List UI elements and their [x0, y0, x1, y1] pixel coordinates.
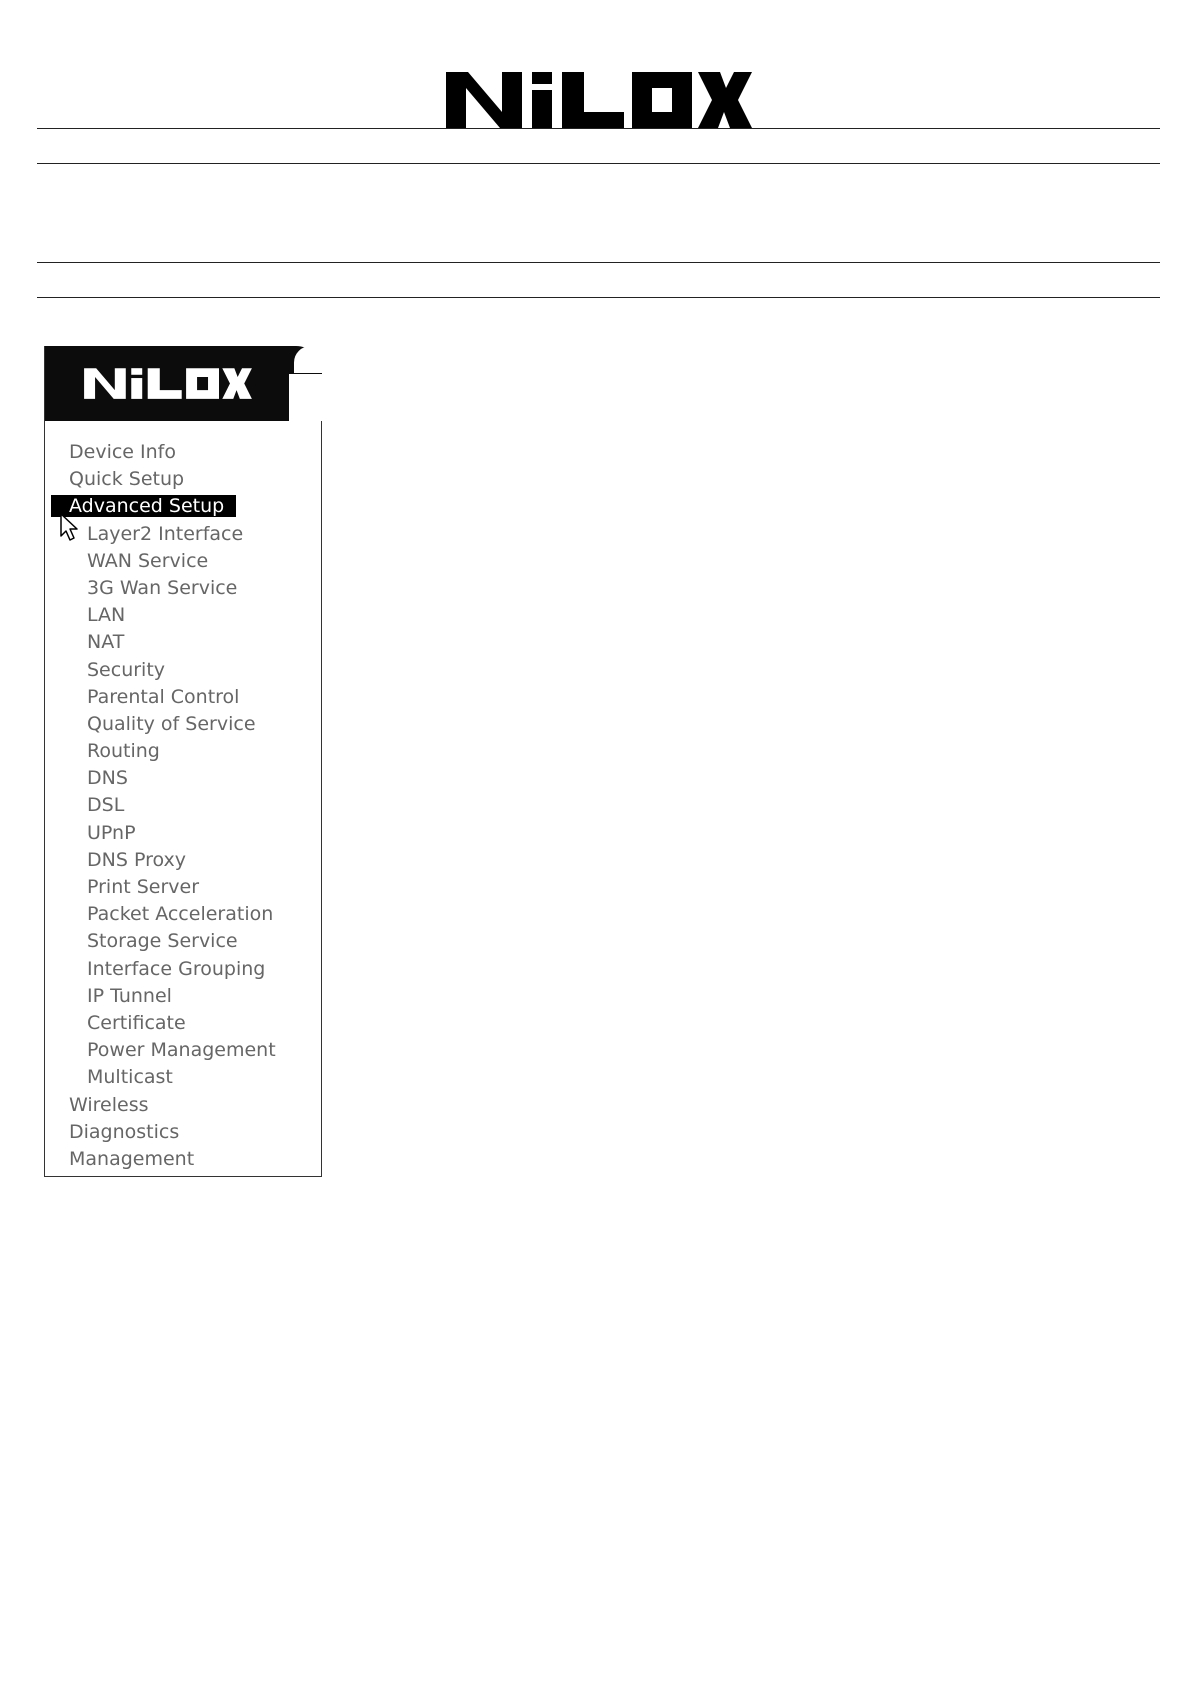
menu-item-multicast[interactable]: Multicast	[87, 1066, 173, 1089]
router-header-corner	[289, 346, 322, 421]
header-rule-2	[37, 163, 1160, 164]
menu-item-packet-acceleration[interactable]: Packet Acceleration	[87, 903, 274, 926]
router-nilox-logo-graphic	[83, 366, 253, 400]
menu-item-parental-control[interactable]: Parental Control	[87, 685, 240, 708]
menu-item-dsl[interactable]: DSL	[87, 794, 125, 817]
menu-item-3g-wan-service[interactable]: 3G Wan Service	[87, 576, 238, 599]
router-logo	[83, 366, 253, 400]
section-rule-2	[37, 297, 1160, 298]
menu-item-quick-setup[interactable]: Quick Setup	[69, 468, 185, 491]
menu-item-power-management[interactable]: Power Management	[87, 1039, 276, 1062]
menu-item-wan-service[interactable]: WAN Service	[87, 549, 209, 572]
menu-item-device-info[interactable]: Device Info	[69, 441, 176, 463]
header-rule-1	[37, 128, 1160, 129]
menu-item-interface-grouping[interactable]: Interface Grouping	[87, 957, 266, 980]
menu-item-upnp[interactable]: UPnP	[87, 821, 136, 844]
menu-item-security[interactable]: Security	[87, 658, 166, 681]
router-header	[45, 346, 289, 421]
router-menu-screenshot	[44, 346, 322, 1177]
menu-item-diagnostics[interactable]: Diagnostics	[69, 1120, 180, 1143]
menu-item-advanced-setup[interactable]: Advanced Setup	[45, 493, 321, 520]
menu-item-certificate[interactable]: Certificate	[87, 1011, 186, 1034]
menu-item-quality-of-service[interactable]: Quality of Service	[87, 712, 256, 735]
menu-item-nat[interactable]: NAT	[87, 631, 125, 654]
menu-item-lan[interactable]: LAN	[87, 604, 126, 627]
menu-item-storage-service[interactable]: Storage Service	[87, 930, 238, 953]
mouse-pointer-icon	[59, 512, 81, 542]
menu-item-wireless[interactable]: Wireless	[69, 1093, 149, 1116]
menu-item-management[interactable]: Management	[69, 1147, 195, 1170]
menu-item-layer2-interface[interactable]: Layer2 Interface	[87, 522, 244, 545]
nilox-logo-graphic	[446, 68, 752, 130]
menu-item-dns-proxy[interactable]: DNS Proxy	[87, 848, 186, 871]
section-rule-1	[37, 262, 1160, 263]
router-nav-menu	[45, 439, 321, 1173]
brand-logo	[446, 68, 752, 130]
menu-item-routing[interactable]: Routing	[87, 740, 160, 763]
menu-item-dns[interactable]: DNS	[87, 767, 128, 790]
menu-item-print-server[interactable]: Print Server	[87, 876, 200, 898]
menu-item-ip-tunnel[interactable]: IP Tunnel	[87, 984, 172, 1007]
